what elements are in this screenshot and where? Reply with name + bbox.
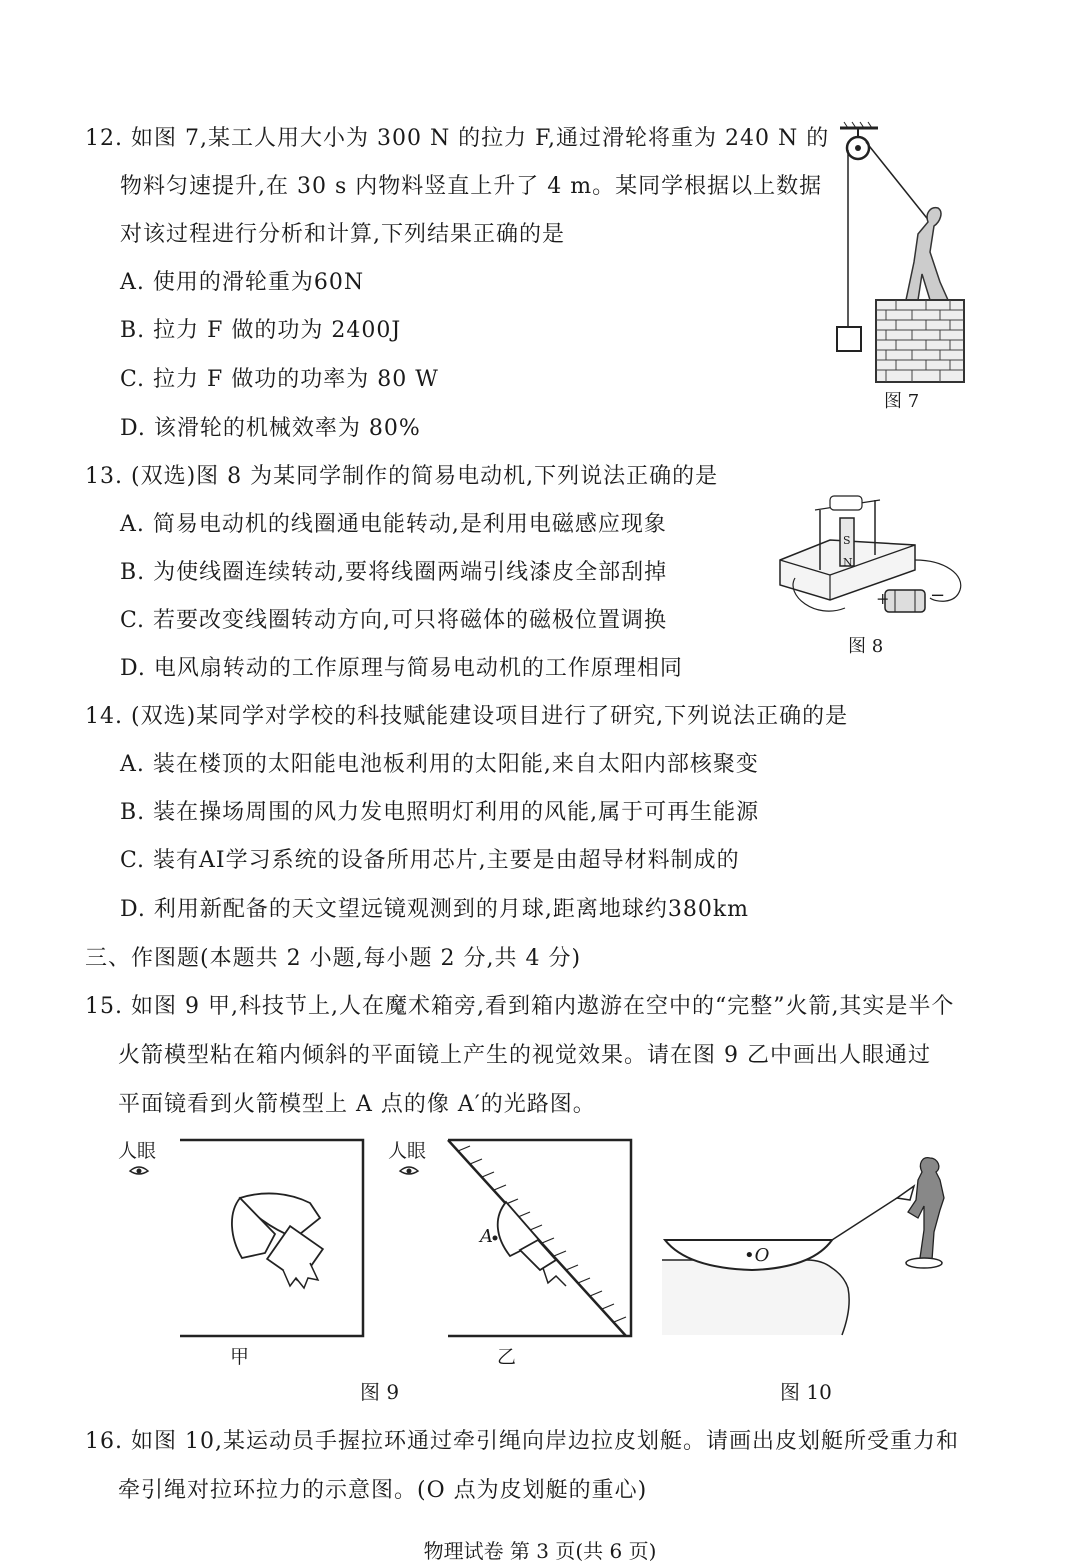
- figure-8-caption: 图 8: [848, 636, 884, 657]
- figure-9-jia-magic-box: [180, 1138, 365, 1348]
- q12-option-d: D. 该滑轮的机械效率为 80%: [120, 416, 421, 441]
- q12-option-a: A. 使用的滑轮重为60N: [120, 270, 365, 295]
- q13-option-b: B. 为使线圈连续转动,要将线圈两端引线漆皮全部刮掉: [120, 560, 668, 585]
- q15-line-2: 火箭模型粘在箱内倾斜的平面镜上产生的视觉效果。请在图 9 乙中画出人眼通过: [118, 1043, 931, 1068]
- q15-line-1: 15. 如图 9 甲,科技节上,人在魔术箱旁,看到箱内遨游在空中的“完整”火箭,其实是半个: [85, 994, 955, 1019]
- figure-9-sub-yi: 乙: [497, 1346, 517, 1368]
- eye-icon: [398, 1163, 420, 1179]
- q14-option-b: B. 装在操场周围的风力发电照明灯利用的风能,属于可再生能源: [120, 800, 760, 825]
- figure-7-pulley-worker: [830, 122, 980, 387]
- page-footer: 物理试卷 第 3 页(共 6 页): [423, 1539, 657, 1563]
- magnet-s-label: S: [843, 534, 851, 547]
- q16-line-1: 16. 如图 10,某运动员手握拉环通过牵引绳向岸边拉皮划艇。请画出皮划艇所受重力和: [85, 1429, 959, 1454]
- point-o-label: •O: [744, 1245, 770, 1266]
- section-3-heading: 三、作图题(本题共 2 小题,每小题 2 分,共 4 分): [85, 946, 582, 971]
- figure-9-caption: 图 9: [360, 1380, 400, 1404]
- q13-stem: 13. (双选)图 8 为某同学制作的简易电动机,下列说法正确的是: [85, 464, 719, 489]
- magnet-n-label: N: [843, 556, 853, 569]
- eye-label-yi: 人眼: [388, 1140, 427, 1162]
- q14-option-d: D. 利用新配备的天文望远镜观测到的月球,距离地球约380km: [120, 897, 750, 922]
- q16-line-2: 牵引绳对拉环拉力的示意图。(O 点为皮划艇的重心): [118, 1478, 648, 1503]
- point-a-label: A: [480, 1226, 493, 1247]
- q14-option-c: C. 装有AI学习系统的设备所用芯片,主要是由超导材料制成的: [120, 848, 740, 873]
- figure-9-yi-mirror-box: [448, 1138, 633, 1348]
- q12-line-1: 12. 如图 7,某工人用大小为 300 N 的拉力 F,通过滑轮将重为 240 N 的: [85, 126, 830, 151]
- figure-7-caption: 图 7: [884, 391, 920, 412]
- q12-line-2: 物料匀速提升,在 30 s 内物料竖直上升了 4 m。某同学根据以上数据: [120, 174, 823, 199]
- q12-line-3: 对该过程进行分析和计算,下列结果正确的是: [120, 222, 565, 247]
- q15-line-3: 平面镜看到火箭模型上 A 点的像 A′的光路图。: [118, 1092, 596, 1117]
- figure-9-sub-jia: 甲: [230, 1346, 250, 1368]
- eye-icon: [128, 1163, 150, 1179]
- battery-minus-label: −: [930, 585, 946, 606]
- figure-10-caption: 图 10: [780, 1380, 832, 1404]
- q14-option-a: A. 装在楼顶的太阳能电池板利用的太阳能,来自太阳内部核聚变: [120, 752, 759, 777]
- q13-option-c: C. 若要改变线圈转动方向,可只将磁体的磁极位置调换: [120, 608, 668, 633]
- q14-stem: 14. (双选)某同学对学校的科技赋能建设项目进行了研究,下列说法正确的是: [85, 704, 849, 729]
- q12-option-b: B. 拉力 F 做的功为 2400J: [120, 318, 402, 343]
- q13-option-d: D. 电风扇转动的工作原理与简易电动机的工作原理相同: [120, 656, 683, 681]
- figure-8-simple-motor: [775, 490, 975, 630]
- figure-10-kayak-athlete: [662, 1150, 972, 1340]
- eye-label-jia: 人眼: [118, 1140, 157, 1162]
- battery-plus-label: +: [876, 589, 890, 608]
- q12-option-c: C. 拉力 F 做功的功率为 80 W: [120, 367, 439, 392]
- q13-option-a: A. 简易电动机的线圈通电能转动,是利用电磁感应现象: [120, 512, 667, 537]
